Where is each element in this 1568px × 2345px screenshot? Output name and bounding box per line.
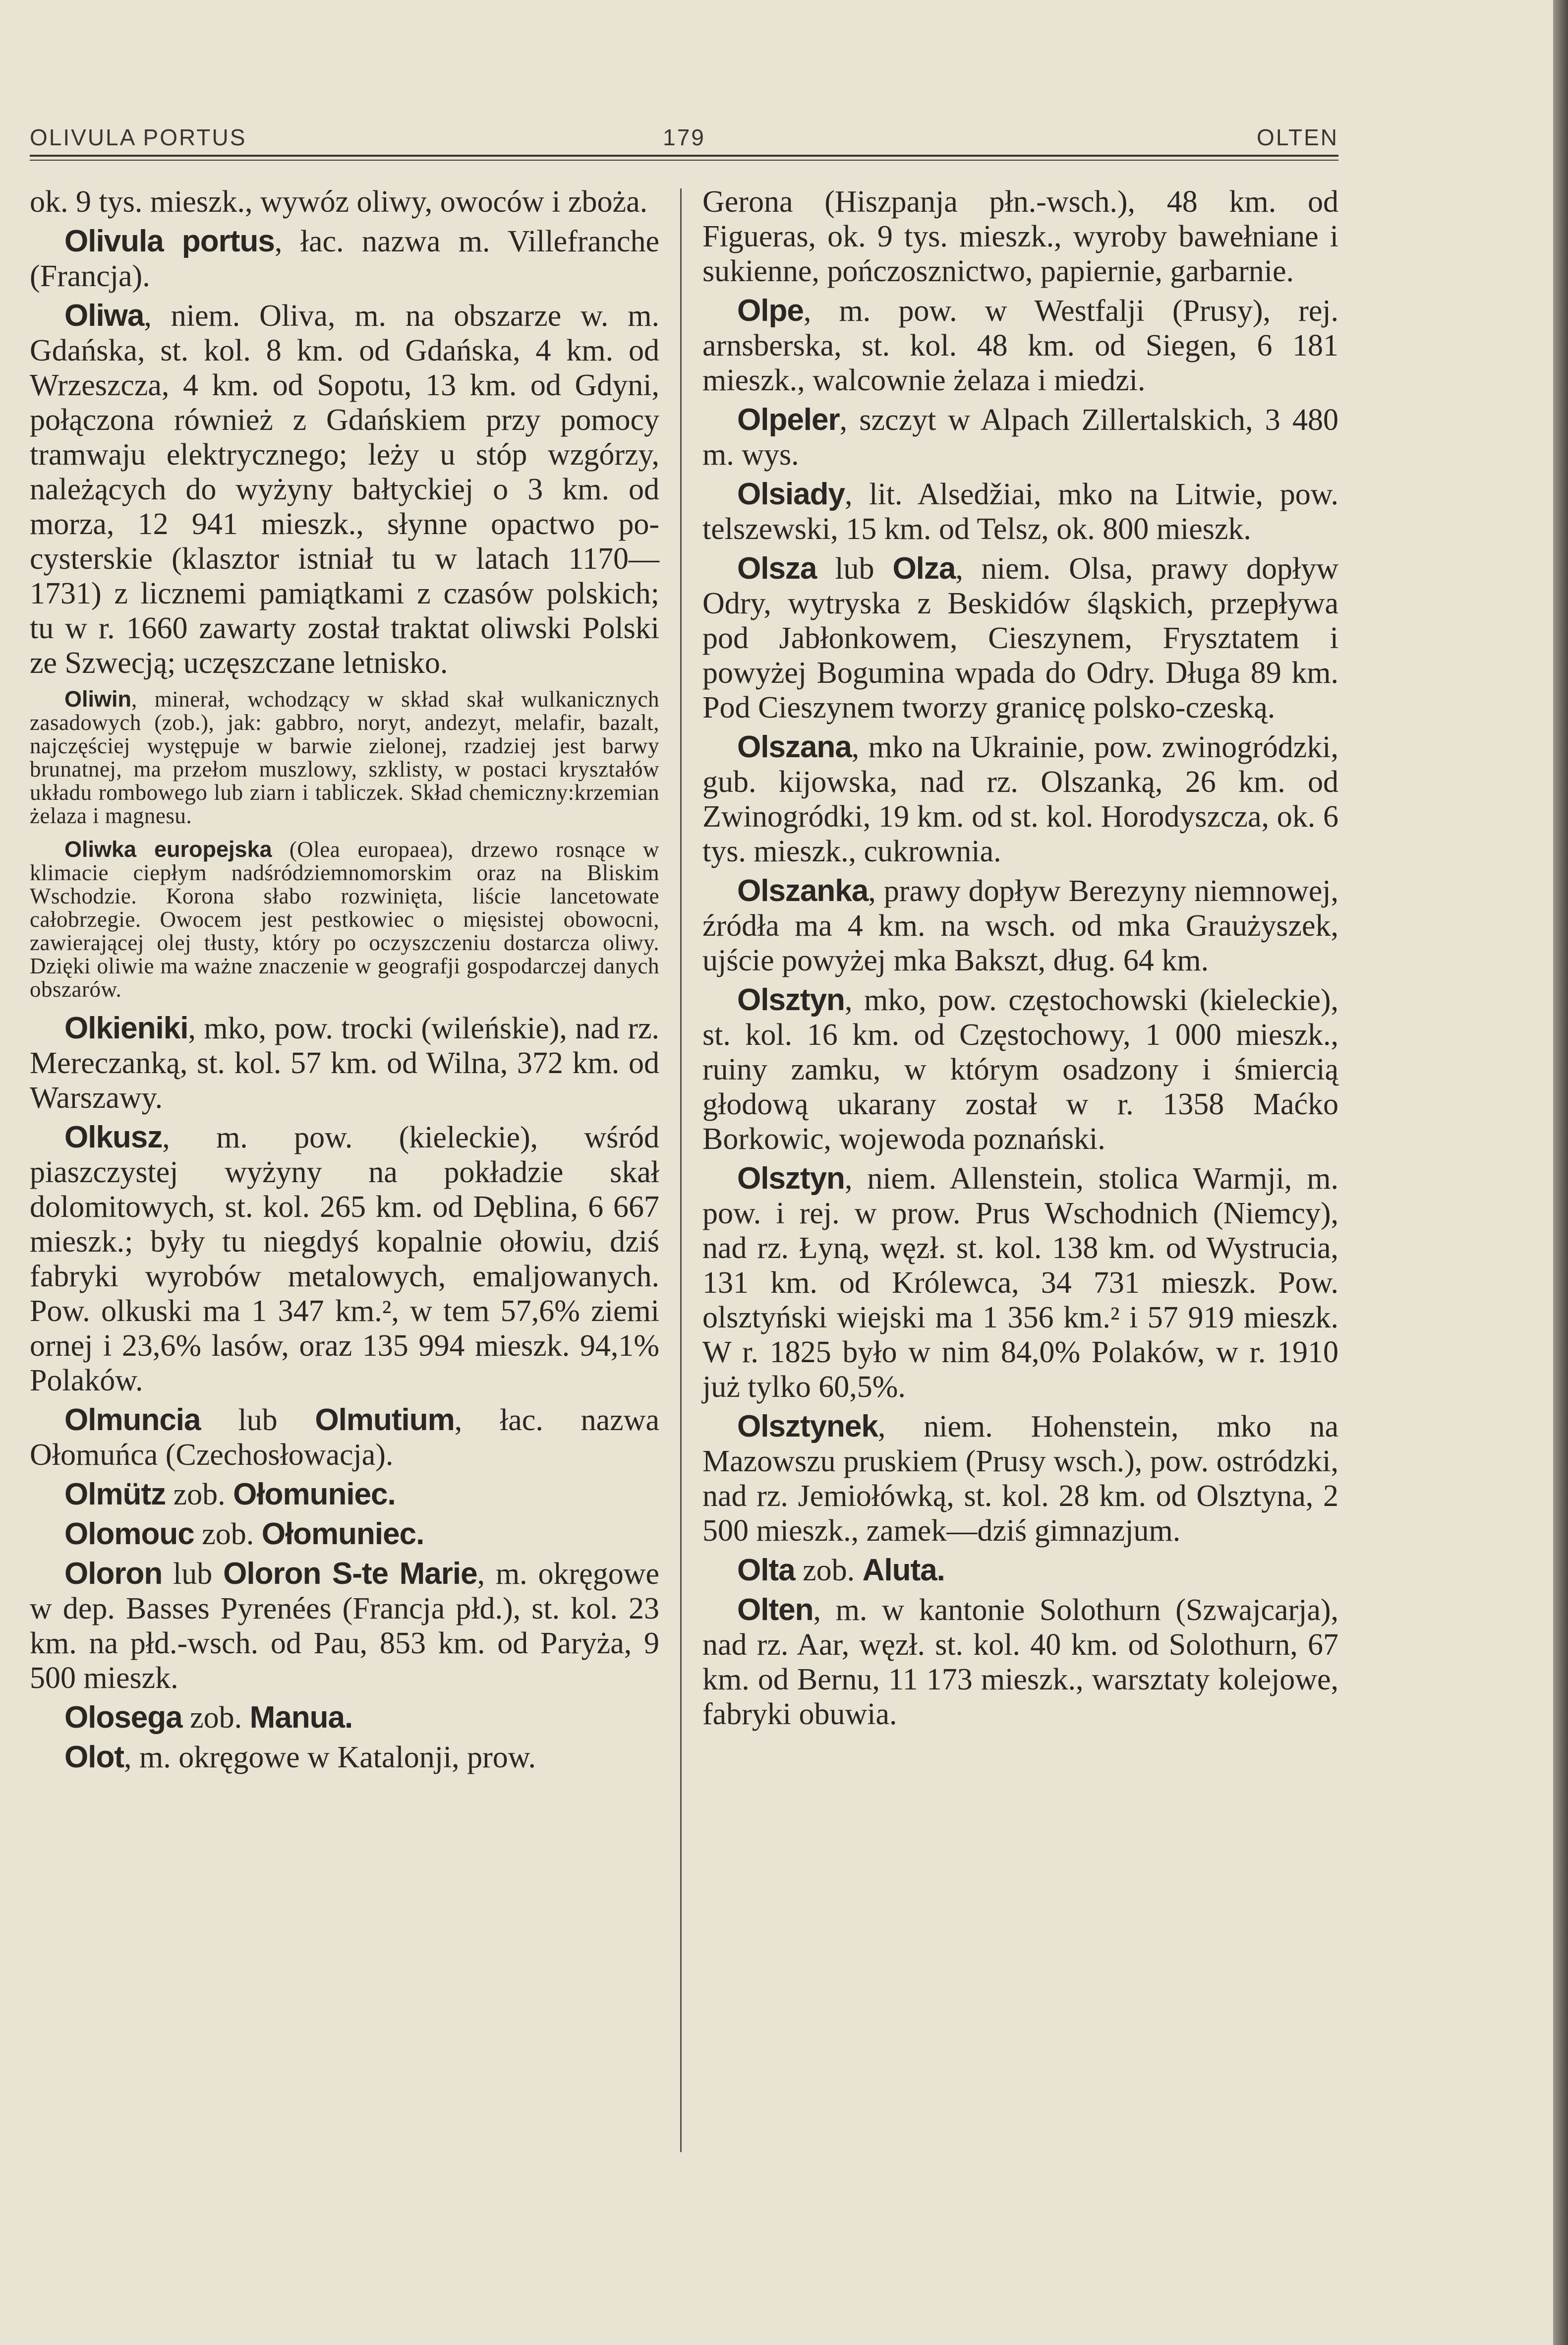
entry-headword: Olmütz [64, 1477, 166, 1511]
entry-headword: Olsza [737, 551, 817, 586]
dictionary-entry [702, 294, 1338, 398]
entry-text: zob. [194, 1517, 262, 1551]
dictionary-entry [702, 730, 1338, 869]
entry-headword: Olomouc [64, 1517, 194, 1551]
entry-text: zob. [182, 1701, 250, 1735]
entry-headword: Ołomuniec. [261, 1517, 424, 1551]
entry-headword: Olot [64, 1740, 124, 1774]
running-header-right: OLTEN [1257, 124, 1338, 150]
header-rule [30, 155, 1338, 161]
entry-text: , niem. Oliva, m. na obszarze w. m. Gdańska, st. kol. 8 km. od Gdańska, 4 km. od Wrzeszcza, 4 km. od Sopotu, 13 km. od Gdyni, połączona również z Gdańskiem przy pomocy tramwaju elektrycznego; leży u stóp wzgórzy, należących do wyżyny bałtyckiej o 3 km. od morza, 12 941 mieszk., słynne opactwo po-cysterskie (klasztor istniał tu w latach 1170—1731) z licznemi pamiątkami z czasów polskich; tu w r. 1660 zawarty został traktat oliwski Polski ze Szwecją; uczęszczane letnisko. [30, 299, 659, 680]
entry-text: lub [816, 552, 893, 586]
entry-text: , m. okręgowe w dep. Basses Pyrenées (Francja płd.), st. kol. 23 km. na płd.-wsch. od Pau, 853 km. od Paryża, 9 500 mieszk. [30, 1557, 659, 1695]
entry-text: , m. w kantonie Solothurn (Szwajcarja), nad rz. Aar, węzł. st. kol. 40 km. od Solothurn, 67 km. od Bernu, 11 173 mieszk., warsztaty kolejowe, fabryki obuwia. [702, 1593, 1338, 1731]
dictionary-entry [702, 1593, 1338, 1732]
entry-headword: Olsiady [737, 477, 845, 511]
entry-headword: Ołomuniec. [233, 1477, 396, 1511]
entry-headword: Olza [892, 551, 956, 586]
book-binding-edge [1553, 0, 1568, 2345]
entry-headword: Olsztynek [737, 1409, 878, 1443]
entry-text: , mko na Ukrainie, pow. zwinogródzki, gub. kijowska, nad rz. Olszanką, 26 km. od Zwinogródki, 19 km. od st. kol. Horodyszcza, ok. 6 tys. mieszk., cukrownia. [702, 730, 1338, 868]
dictionary-entry [702, 551, 1338, 725]
dictionary-entry [30, 1120, 659, 1398]
entry-text: lub [162, 1557, 224, 1591]
entry-text: zob. [166, 1478, 233, 1511]
dictionary-entry [702, 983, 1338, 1156]
entry-headword: Oliwka europejska [64, 837, 272, 862]
entry-headword: Olmuncia [64, 1403, 201, 1437]
dictionary-entry [702, 477, 1338, 546]
dictionary-entry [702, 1161, 1338, 1404]
entry-text: ok. 9 tys. mieszk., wywóz oliwy, owoców i zboża. [30, 185, 648, 219]
entry-headword: Olivula portus [64, 224, 275, 258]
entry-headword: Oliwin [64, 686, 131, 712]
entry-text: lub [200, 1403, 315, 1437]
entry-headword: Oloron S-te Marie [223, 1557, 477, 1591]
entry-text: (Olea europaea), drzewo rosnące w klimacie ciepłym nadśródziemnomorskim oraz na Bliskim Wschodzie. Korona słabo rozwinięta, liście lancetowate całobrzegie. Owocem jest pestkowiec o mięsistej obowocni, zawierającej olej tłusty, który po oczyszczeniu dostarcza oliwy. Dzięki oliwie ma ważne znaczenie w geografji gospodarczej danych obszarów. [30, 837, 659, 1002]
entry-text: , m. pow. (kieleckie), wśród piaszczystej wyżyny na pokładzie skał dolomitowych, st. kol. 265 km. od Dęblina, 6 667 mieszk.; były tu niegdyś kopalnie ołowiu, dziś fabryki wyrobów metalowych, emaljowanych. Pow. olkuski ma 1 347 km.², w tem 57,6% ziemi ornej i 23,6% lasów, oraz 135 994 mieszk. 94,1% Polaków. [30, 1121, 659, 1397]
entry-headword: Olosega [64, 1700, 182, 1735]
entry-text: , niem. Olsa, prawy dopływ Odry, wytryska z Beskidów śląskich, przepływa pod Jabłonkowem, Cieszynem, Frysztatem i powyżej Bogumina wpada do Odry. Długa 89 km. Pod Cieszynem tworzy granicę polsko-czeską. [702, 552, 1338, 724]
entry-headword: Olpeler [737, 403, 840, 437]
left-column [30, 184, 659, 1780]
entry-headword: Olkusz [64, 1120, 163, 1154]
entry-text: , prawy dopływ Berezyny niemnowej, źródła ma 4 km. na wsch. od mka Graużyszek, ujście powyżej mka Bakszt, dług. 64 km. [702, 874, 1338, 977]
dictionary-entry [30, 1517, 659, 1552]
column-divider [680, 188, 682, 2152]
entry-headword: Olten [737, 1593, 813, 1627]
entry-headword: Olsztyn [737, 983, 845, 1017]
dictionary-entry [30, 299, 659, 680]
dictionary-entry [30, 1740, 659, 1775]
dictionary-entry [702, 874, 1338, 978]
entry-headword: Olpe [737, 294, 804, 328]
entry-headword: Olmutium [315, 1403, 455, 1437]
entry-headword: Olta [737, 1553, 795, 1587]
entry-headword: Manua. [249, 1700, 353, 1735]
entry-text: , minerał, wchodzący w skład skał wulkanicznych zasadowych (zob.), jak: gabbro, noryt, andezyt, melafir, bazalt, najczęściej występuje w barwie zielonej, rzadziej jest barwy brunatnej, ma przełom muszlowy, szklisty, w postaci kryształów układu rombowego lub ziarn i tabliczek. Skład chemiczny:krzemian żelaza i magnesu. [30, 687, 659, 828]
entry-text: , łac. nazwa m. Villefranche (Francja). [30, 225, 659, 293]
dictionary-entry [702, 1409, 1338, 1548]
dictionary-entry [30, 1011, 659, 1115]
running-header-left: OLIVULA PORTUS [30, 124, 247, 150]
continued-entry [702, 184, 1338, 289]
entry-text: , lit. Alsedžiai, mko na Litwie, pow. telszewski, 15 km. od Telsz, ok. 800 mieszk. [702, 478, 1338, 546]
entry-headword: Olkieniki [64, 1011, 188, 1045]
right-column [702, 184, 1338, 1737]
entry-headword: Olszanka [737, 874, 869, 908]
entry-headword: Oliwa [64, 299, 144, 333]
dictionary-entry [30, 1557, 659, 1695]
dictionary-entry [30, 838, 659, 1001]
continued-entry [30, 184, 659, 219]
entry-headword: Olszana [737, 730, 852, 764]
entry-text: , łac. nazwa Ołomuńca (Czechosłowacja). [30, 1403, 659, 1472]
entry-headword: Oloron [64, 1557, 163, 1591]
entry-headword: Aluta. [862, 1553, 945, 1587]
page-number: 179 [663, 124, 705, 150]
entry-text: , niem. Hohenstein, mko na Mazowszu pruskiem (Prusy wsch.), pow. ostródzki, nad rz. Jemiołówką, st. kol. 28 km. od Olsztyna, 2 500 mieszk., zamek—dziś gimnazjum. [702, 1410, 1338, 1548]
entry-text: zob. [795, 1554, 863, 1587]
entry-text: Gerona (Hiszpanja płn.-wsch.), 48 km. od Figueras, ok. 9 tys. mieszk., wyroby bawełniane i sukienne, pończosznictwo, papiernie, garbarnie. [702, 185, 1338, 288]
dictionary-entry [30, 1477, 659, 1512]
dictionary-entry [30, 687, 659, 828]
entry-headword: Olsztyn [737, 1161, 845, 1196]
dictionary-entry [30, 1403, 659, 1472]
entry-text: , m. okręgowe w Katalonji, prow. [123, 1741, 536, 1774]
dictionary-entry [30, 224, 659, 294]
dictionary-entry [702, 403, 1338, 472]
entry-text: , m. pow. w Westfalji (Prusy), rej. arnsberska, st. kol. 48 km. od Siegen, 6 181 mieszk., walcownie żelaza i miedzi. [702, 294, 1338, 397]
entry-text: , mko, pow. trocki (wileńskie), nad rz. Mereczanką, st. kol. 57 km. od Wilna, 372 km. od Warszawy. [30, 1012, 659, 1115]
dictionary-entry [702, 1553, 1338, 1588]
dictionary-entry [30, 1700, 659, 1735]
entry-text: , niem. Allenstein, stolica Warmji, m. pow. i rej. w prow. Prus Wschodnich (Niemcy), nad rz. Łyną, węzł. st. kol. 138 km. od Wystrucia, 131 km. od Królewca, 34 731 mieszk. Pow. olsztyński wiejski ma 1 356 km.² i 57 919 mieszk. W r. 1825 było w nim 84,0% Polaków, w r. 1910 już tylko 60,5%. [702, 1162, 1338, 1404]
entry-text: , mko, pow. częstochowski (kieleckie), st. kol. 16 km. od Częstochowy, 1 000 mieszk., ruiny zamku, w którym osadzony i śmiercią głodową ukarany został w r. 1358 Maćko Borkowic, wojewoda poznański. [702, 983, 1338, 1156]
entry-text: , szczyt w Alpach Zillertalskich, 3 480 m. wys. [702, 403, 1338, 472]
